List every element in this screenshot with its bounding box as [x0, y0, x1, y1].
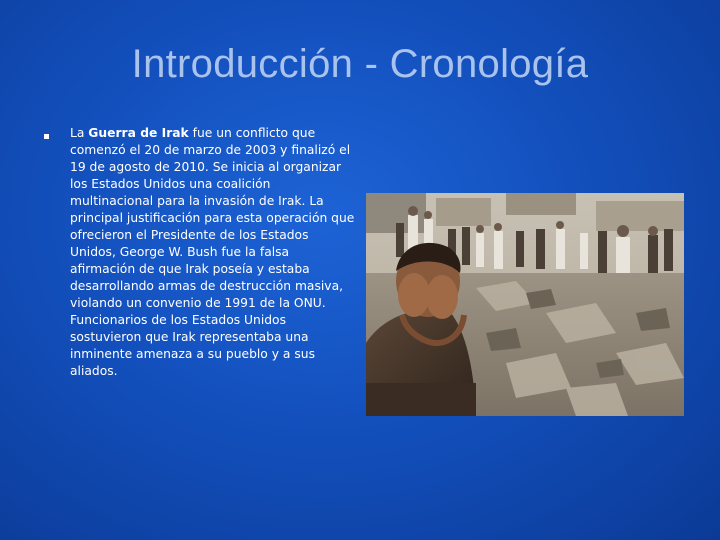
paragraph-rest: fue un conflicto que comenzó el 20 de marzo de 2003 y finalizó el 19 de agosto de 2010. Se inicia al organizar los Estados Unidos una coalición multinacional para la invasión de Irak. La principal justificación para esta operación que ofrecieron el Presidente de los Estados Unidos, George W. Bush fue la falsa afirmación de que Irak poseía y estaba desarrollando armas de destrucción masiva, violando un convenio de 1991 de la ONU. Funcionarios de los Estados Unidos sostuvieron que Irak representaba una inminente amenaza a su pueblo y a sus aliados. — [70, 126, 355, 378]
slide-title: Introducción - Cronología — [131, 42, 589, 86]
bullet-icon — [44, 134, 49, 139]
body-paragraph — [70, 125, 355, 380]
paragraph-emphasis: Guerra de Irak — [88, 126, 189, 140]
paragraph-lead: La — [70, 126, 89, 140]
war-photo — [366, 193, 684, 416]
